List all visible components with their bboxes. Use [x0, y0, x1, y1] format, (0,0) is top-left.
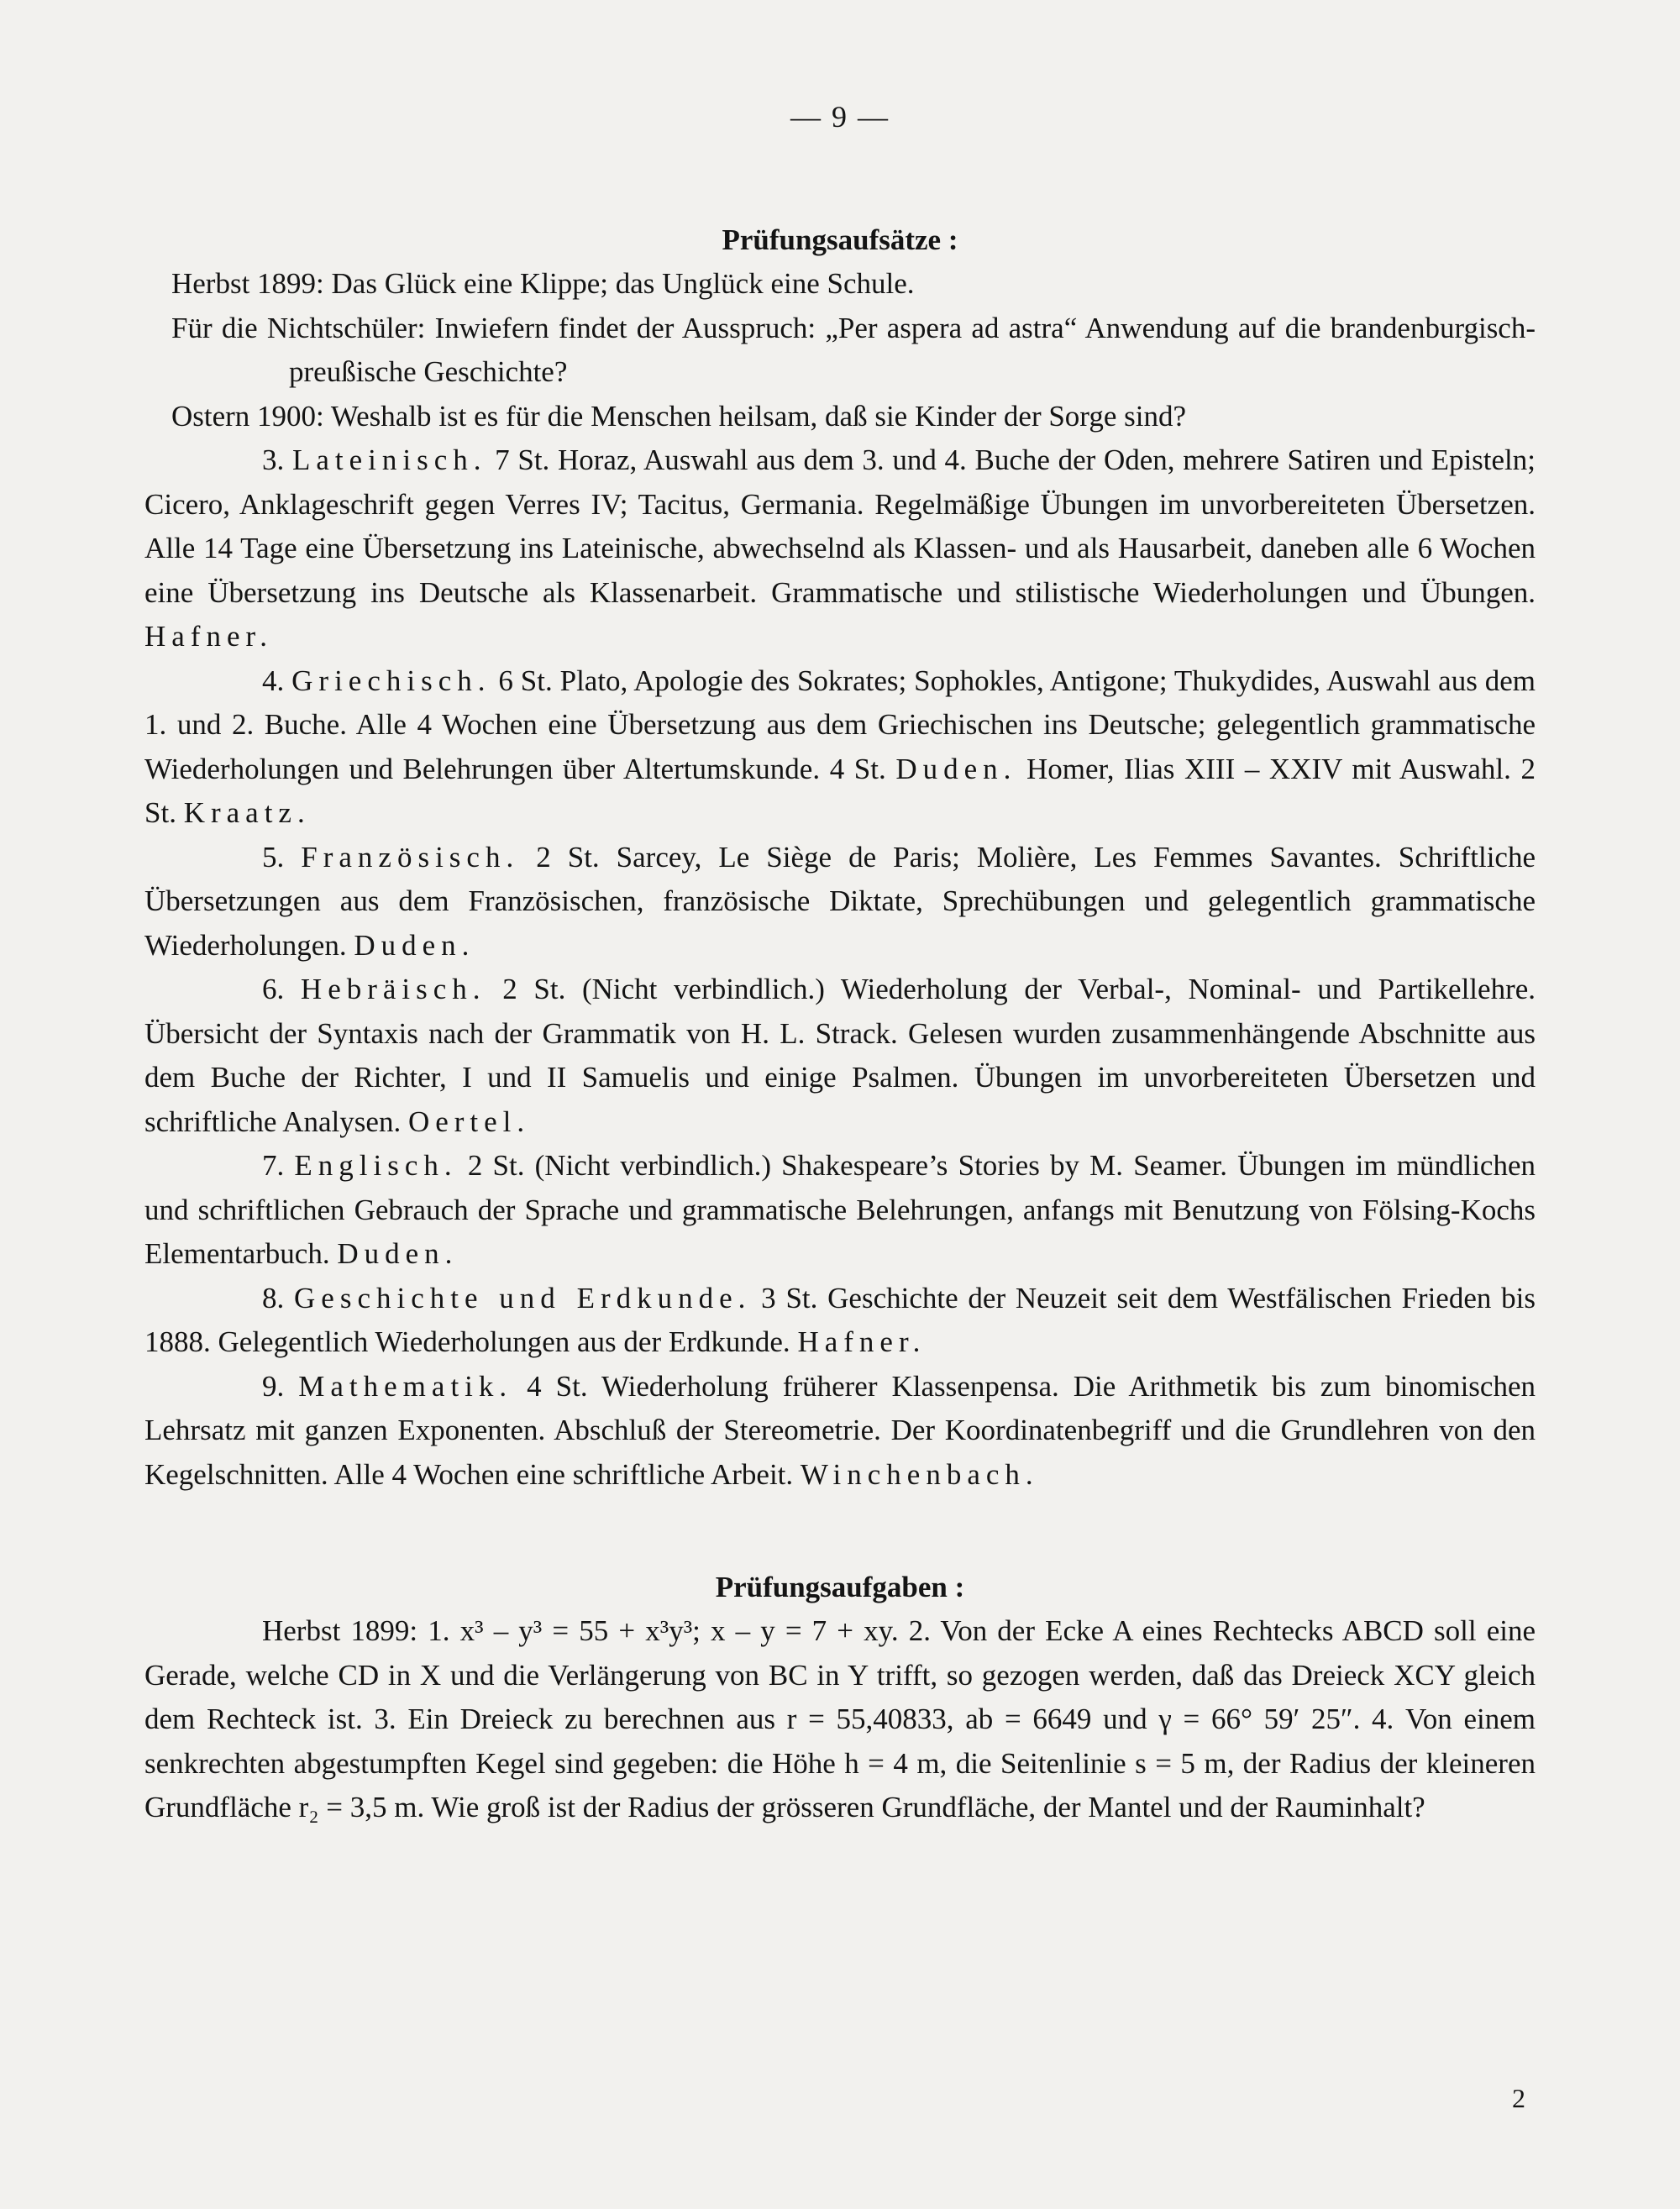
teacher-name: Duden. — [337, 1237, 459, 1270]
subject-title: Englisch. — [294, 1149, 458, 1182]
essay-item: Ostern 1900: Weshalb ist es für die Menschen heilsam, daß sie Kinder der Sorge sind? — [171, 399, 1186, 433]
heading-pruefungsaufsaetze: Prüfungsaufsätze : — [722, 223, 958, 256]
teacher-name: Oertel. — [407, 1104, 531, 1138]
subject-title: Hebräisch. — [300, 973, 486, 1005]
page-number: — 9 — — [790, 100, 890, 134]
heading-pruefungsaufgaben: Prüfungsaufgaben : — [715, 1571, 965, 1603]
exam-tasks — [144, 1609, 1536, 1830]
essay-item: Für die Nichtschüler: Inwiefern findet der Ausspruch: „Per aspera ad astra“ Anwendung auf die brandenburgisch-preußische Geschichte? — [171, 311, 1536, 388]
subject-latin: 3. Lateinisch. 7 St. Horaz, Auswahl aus dem 3. und 4. Buche der Oden, mehrere Satiren und Episteln; Cicero, Anklageschrift gegen Verres IV; Tacitus, Germania. Regelmäßige Übungen im unvorbereiteten Übersetzen. Alle 14 Tage eine Übersetzung ins Lateinische, abwechselnd als Klassen- und als Hausarbeit, daneben alle 6 Wochen eine Übersetzung ins Deutsche als Klassenarbeit. Grammatische und stilistische Wiederholungen und Übungen. Hafner. — [144, 443, 1536, 653]
subject-math: 9. Mathematik. 4 St. Wiederholung früherer Klassenpensa. Die Arithmetik bis zum binomischen Lehrsatz mit ganzen Exponenten. Abschluß der Stereometrie. Der Koordinatenbegriff und die Grundlehren von den Kegelschnitten. Alle 4 Wochen eine schriftliche Arbeit. Winchenbach. — [144, 1369, 1536, 1491]
teacher-name: Kraatz. — [183, 796, 311, 829]
subject-title: Französisch. — [301, 840, 520, 874]
subject-title: Mathematik. — [298, 1369, 513, 1403]
teacher-name: Duden. — [354, 928, 475, 962]
teacher-name: Winchenbach. — [800, 1457, 1039, 1491]
teacher-name: Hafner. — [144, 620, 273, 653]
subject-english: 7. Englisch. 2 St. (Nicht verbindlich.) Shakespeare’s Stories by M. Seamer. Übungen im mündlichen und schriftlichen Gebrauch der Sprache und grammatische Belehrungen, anfangs mit Benutzung von Fölsing-Kochs Elementarbuch. Duden. — [144, 1149, 1536, 1270]
sheet-signature: 2 — [1512, 2083, 1525, 2113]
tasks-paragraph: Herbst 1899: 1. x³ – y³ = 55 + x³y³; x – y = 7 + xy. 2. Von der Ecke A eines Rechtecks ABCD soll eine Gerade, welche CD in X und die Verlängerung von BC in Y trifft, so gezogen werden, daß das Dreieck XCY gleich dem Rechteck ist. 3. Ein Dreieck zu berechnen aus r = 55,40833, ab = 6649 und γ = 66° 59′ 25″. 4. Von einem senkrechten abgestumpften Kegel sind gegeben: die Höhe h = 4 m, die Seitenlinie s = 5 m, der Radius der kleineren Grundfläche r₂ = 3,5 m. Wie groß ist der Radius der grösseren Grundfläche, der Mantel und der Rauminhalt? — [144, 1614, 1536, 1823]
subject-hebrew: 6. Hebräisch. 2 St. (Nicht verbindlich.) Wiederholung der Verbal-, Nominal- und Partikellehre. Übersicht der Syntaxis nach der Grammatik von H. L. Strack. Gelesen wurden zusammenhängende Abschnitte aus dem Buche der Richter, I und II Samuelis und einige Psalmen. Übungen im unvorbereiteten Übersetzen und schriftliche Analysen. Oertel. — [144, 973, 1536, 1138]
essay-item: Herbst 1899: Das Glück eine Klippe; das Unglück eine Schule. — [171, 267, 915, 300]
subject-french: 5. Französisch. 2 St. Sarcey, Le Siège de Paris; Molière, Les Femmes Savantes. Schriftliche Übersetzungen aus dem Französischen, französische Diktate, Sprechübungen und gelegentlich grammatische Wiederholungen. Duden. — [144, 840, 1536, 962]
subject-greek: 4. Griechisch. 6 St. Plato, Apologie des Sokrates; Sophokles, Antigone; Thukydides, Auswahl aus dem 1. und 2. Buche. Alle 4 Wochen eine Übersetzung aus dem Griechischen ins Deutsche; gelegentlich grammatische Wiederholungen und Belehrungen über Altertumskunde. 4 St. Duden. Homer, Ilias XIII – XXIV mit Auswahl. 2 St. Kraatz. — [144, 664, 1536, 829]
teacher-name: Hafner. — [797, 1325, 927, 1358]
subject-title: Geschichte und Erdkunde. — [294, 1281, 752, 1314]
essays-and-subjects — [144, 262, 1536, 1497]
subject-history: 8. Geschichte und Erdkunde. 3 St. Geschichte der Neuzeit seit dem Westfälischen Frieden bis 1888. Gelegentlich Wiederholungen aus der Erdkunde. Hafner. — [144, 1281, 1536, 1358]
teacher-name: Duden. — [895, 752, 1017, 785]
subject-title: Lateinisch. — [291, 443, 487, 476]
subject-title: Griechisch. — [291, 664, 491, 697]
